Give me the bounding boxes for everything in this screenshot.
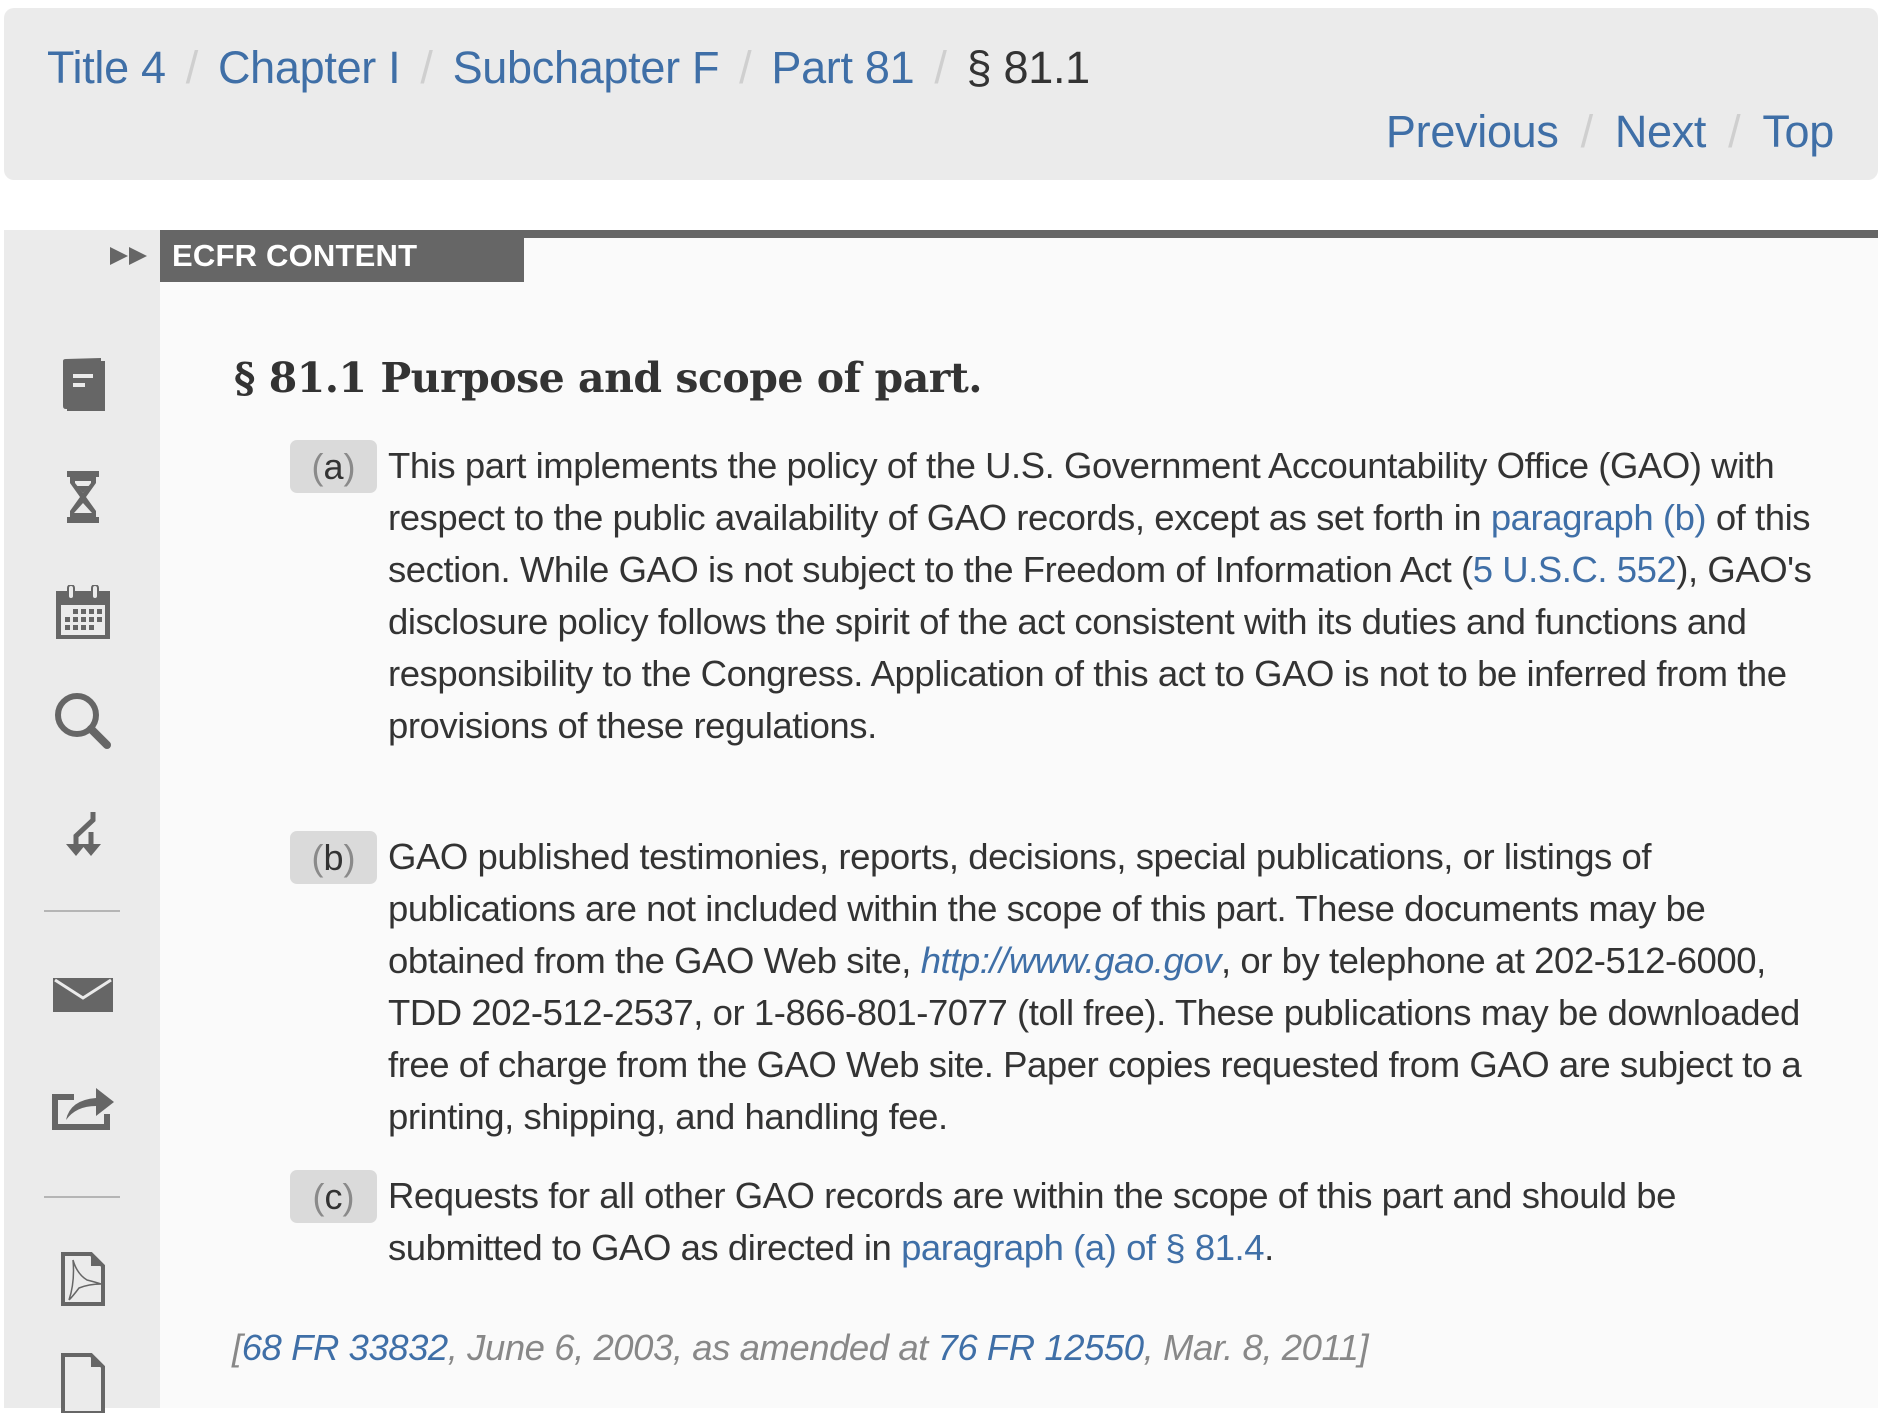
search-button[interactable] <box>48 686 118 756</box>
hourglass-icon <box>65 471 101 523</box>
email-button[interactable] <box>48 960 118 1030</box>
gao-website-link[interactable]: http://www.gao.gov <box>920 940 1221 981</box>
paragraph-label-a: (a) <box>290 440 377 493</box>
pdf-button[interactable] <box>48 1244 118 1314</box>
breadcrumb-separator: / <box>739 42 752 93</box>
fr-76-12550-link[interactable]: 76 FR 12550 <box>937 1327 1144 1368</box>
breadcrumb <box>47 36 1090 100</box>
share-button[interactable] <box>48 1072 118 1142</box>
breadcrumb-subchapter[interactable]: Subchapter F <box>452 42 720 93</box>
compare-button[interactable] <box>48 800 118 870</box>
breadcrumb-title[interactable]: Title 4 <box>47 42 166 93</box>
envelope-icon <box>53 978 113 1012</box>
calendar-button[interactable] <box>48 578 118 648</box>
top-link[interactable]: Top <box>1762 106 1834 157</box>
previous-link[interactable]: Previous <box>1385 106 1559 157</box>
breadcrumb-chapter[interactable]: Chapter I <box>217 42 401 93</box>
section-81-4-link[interactable]: paragraph (a) of § 81.4 <box>901 1227 1265 1268</box>
history-button[interactable] <box>48 462 118 532</box>
pdf-icon <box>61 1252 105 1306</box>
paragraph-a: This part implements the policy of the U.S. Government Accountability Office (GAO) with respect to the public availability of GAO records, except as set forth in paragraph (b) of this section. While GAO is not subject to the Freedom of Information Act (5 U.S.C. 552), GAO's disclosure policy follows the spirit of the act consistent with its duties and functions and responsibility to the Congress. Application of this act to GAO is not to be inferred from the provisions of these regulations. <box>388 445 1812 746</box>
fr-68-33832-link[interactable]: 68 FR 33832 <box>241 1327 448 1368</box>
paragraph-b-link[interactable]: paragraph (b) <box>1490 497 1707 538</box>
top-nav-bar <box>4 8 1878 180</box>
pager-separator: / <box>1728 106 1741 157</box>
search-icon <box>54 692 112 750</box>
paragraph-label-c: (c) <box>290 1170 377 1223</box>
document-icon <box>61 1353 105 1413</box>
paragraph-c: Requests for all other GAO records are within the scope of this part and should be submitted to GAO as directed in paragraph (a) of § 81.4. <box>388 1175 1676 1268</box>
pager-separator: / <box>1580 106 1593 157</box>
paragraph-b: GAO published testimonies, reports, decisions, special publications, or listings of publications are not included within the scope of this part. These documents may be obtained from the GAO Web site, http://www.gao.gov, or by telephone at 202-512-6000, TDD 202-512-2537, or 1-866-801-7077 (toll free). These publications may be downloaded free of charge from the GAO Web site. Paper copies requested from GAO are subject to a printing, shipping, and handling fee. <box>388 836 1802 1137</box>
ecfr-content-tab: ECFR CONTENT <box>160 230 524 282</box>
merge-arrows-icon <box>62 812 104 858</box>
usc-552-link[interactable]: 5 U.S.C. 552 <box>1472 549 1677 590</box>
breadcrumb-current: § 81.1 <box>966 42 1090 93</box>
breadcrumb-separator: / <box>420 42 433 93</box>
share-icon <box>52 1084 114 1130</box>
sidebar-divider <box>44 910 120 912</box>
breadcrumb-part[interactable]: Part 81 <box>771 42 915 93</box>
table-of-contents-button[interactable] <box>48 350 118 420</box>
calendar-icon <box>55 585 111 641</box>
double-chevron-right-icon <box>108 244 150 268</box>
breadcrumb-separator: / <box>934 42 947 93</box>
collapse-sidebar-toggle[interactable] <box>108 244 150 268</box>
book-icon <box>59 357 107 413</box>
section-heading: § 81.1 Purpose and scope of part. <box>234 354 983 402</box>
sidebar-divider <box>44 1196 120 1198</box>
paragraph-label-b: (b) <box>290 831 377 884</box>
source-citation: [68 FR 33832, June 6, 2003, as amended at 76 FR 12550, Mar. 8, 2011] <box>232 1327 1369 1368</box>
next-link[interactable]: Next <box>1614 106 1707 157</box>
pager-nav <box>1386 100 1834 164</box>
breadcrumb-separator: / <box>185 42 198 93</box>
